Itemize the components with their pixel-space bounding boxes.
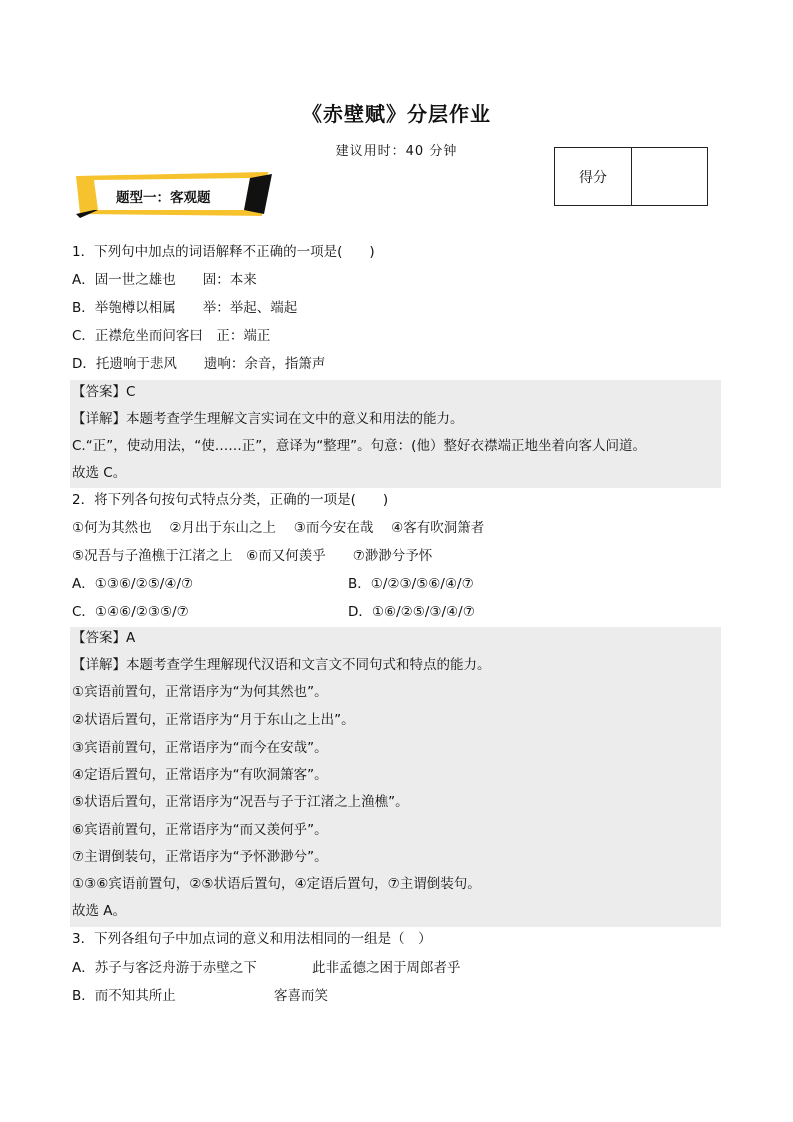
q1-option-d: D．托遗响于悲风 遗响：余音，指箫声	[72, 356, 326, 372]
q2-explanation-6: ⑥宾语前置句，正常语序为“而又羡何乎”。	[72, 822, 328, 838]
q2-explanation-1: ①宾语前置句，正常语序为“为何其然也”。	[72, 684, 328, 700]
q2-explanation-3: ③宾语前置句，正常语序为“而今在安哉”。	[72, 740, 328, 756]
q2-explanation-2: ②状语后置句，正常语序为“月于东山之上出”。	[72, 712, 355, 728]
q1-detail-2: C.“正”，使动用法，“使……正”，意译为“整理”。句意：(他）整好衣襟端正地坐着向客人问道。	[72, 438, 646, 454]
q3-option-b-right: 客喜而笑	[274, 988, 328, 1004]
q2-stem: 2．将下列各句按句式特点分类，正确的一项是( )	[72, 492, 389, 508]
q2-explanation-7: ⑦主谓倒装句，正常语序为“予怀渺渺兮”。	[72, 849, 328, 865]
q2-option-d: D．①⑥/②⑤/③/④/⑦	[348, 604, 475, 620]
q3-option-a-left: A．苏子与客泛舟游于赤壁之下	[72, 960, 257, 976]
q1-detail-3: 故选 C。	[72, 465, 127, 481]
q2-summary: ①③⑥宾语前置句，②⑤状语后置句，④定语后置句，⑦主谓倒装句。	[72, 876, 481, 892]
q1-stem: 1．下列句中加点的词语解释不正确的一项是( )	[72, 244, 375, 260]
q2-conclusion: 故选 A。	[72, 903, 127, 919]
suggested-time: 建议用时：40 分钟	[335, 144, 458, 159]
q3-stem: 3．下列各组句子中加点词的意义和用法相同的一组是（ ）	[72, 931, 432, 947]
q2-option-b: B．①/②③/⑤⑥/④/⑦	[348, 576, 474, 592]
q1-answer: 【答案】C	[72, 384, 136, 400]
q3-option-a-right: 此非孟德之困于周郎者乎	[312, 960, 461, 976]
q2-explanation-4: ④定语后置句，正常语序为“有吹洞箫客”。	[72, 767, 328, 783]
q1-option-a: A．固一世之雄也 固：本来	[72, 272, 257, 288]
q3-option-b-left: B．而不知其所止	[72, 988, 176, 1004]
q2-detail: 【详解】本题考查学生理解现代汉语和文言文不同句式和特点的能力。	[72, 657, 491, 673]
q2-option-c: C．①④⑥/②③⑤/⑦	[72, 604, 189, 620]
score-box	[554, 147, 708, 206]
q2-option-a: A．①③⑥/②⑤/④/⑦	[72, 576, 194, 592]
q1-option-b: B．举匏樽以相属 举：举起、端起	[72, 300, 298, 316]
q1-answer-block	[70, 380, 721, 488]
score-input-cell[interactable]	[632, 148, 707, 205]
q2-sentences-2: ⑤况吾与子渔樵于江渚之上 ⑥而又何羡乎 ⑦渺渺兮予怀	[72, 548, 433, 564]
page-title: 《赤壁赋》分层作业	[302, 102, 491, 126]
q2-explanation-5: ⑤状语后置句，正常语序为“况吾与子于江渚之上渔樵”。	[72, 794, 409, 810]
q2-answer: 【答案】A	[72, 630, 136, 646]
section-label: 题型一：客观题	[116, 190, 211, 206]
score-label: 得分	[555, 148, 632, 205]
q1-detail-1: 【详解】本题考查学生理解文言实词在文中的意义和用法的能力。	[72, 411, 464, 427]
q1-option-c: C．正襟危坐而问客曰 正：端正	[72, 328, 271, 344]
q2-sentences-1: ①何为其然也 ②月出于东山之上 ③而今安在哉 ④客有吹洞箫者	[72, 520, 485, 536]
section-banner	[72, 170, 272, 220]
